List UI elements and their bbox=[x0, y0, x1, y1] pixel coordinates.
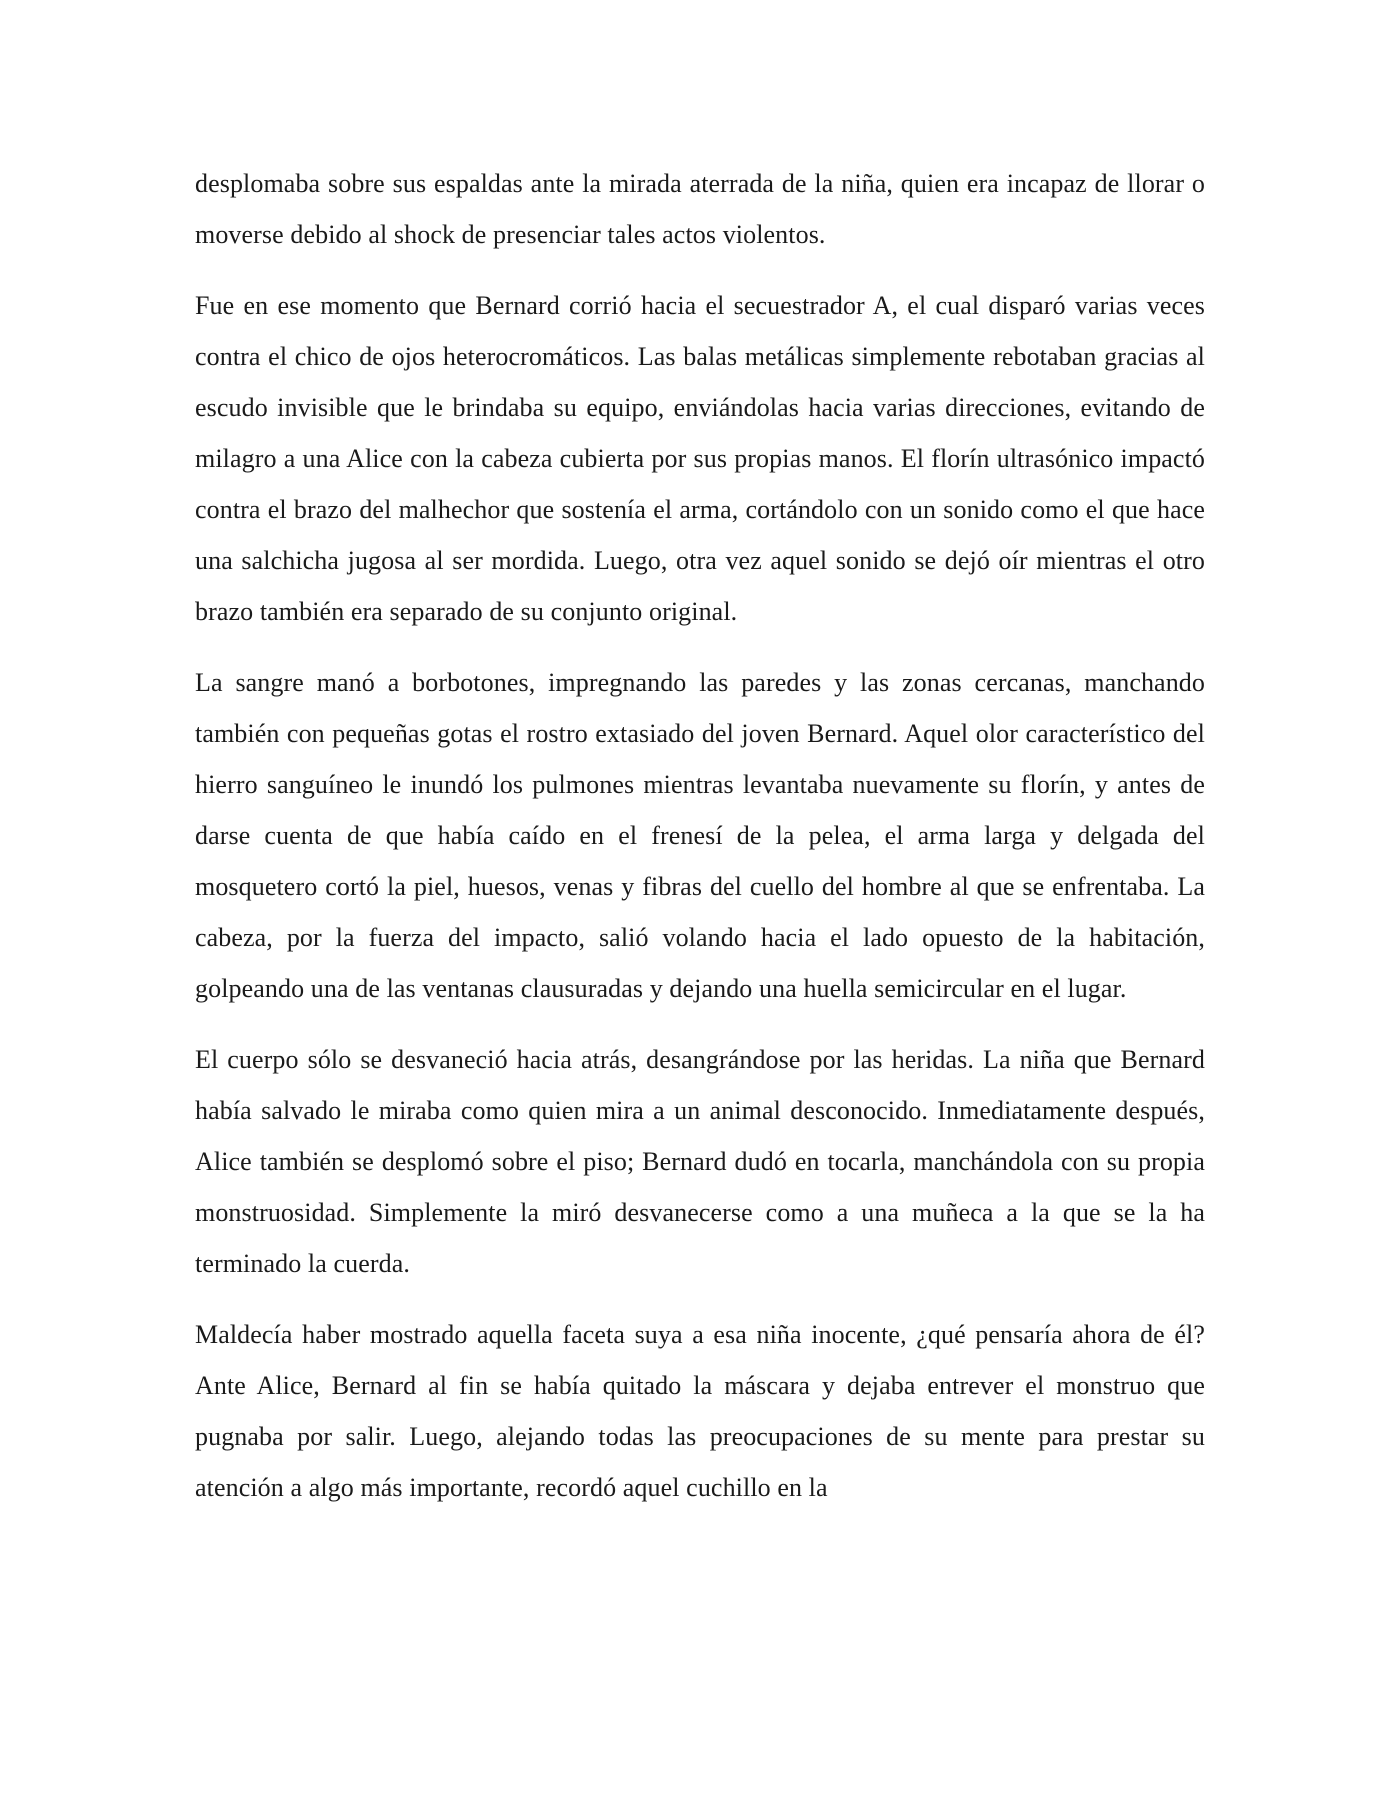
paragraph: La sangre manó a borbotones, impregnando las paredes y las zonas cercanas, manchando también con pequeñas gotas el rostro extasiado del joven Bernard. Aquel olor característico del hierro sanguíneo le inundó los pulmones mientras levantaba nuevamente su florín, y antes de darse cuenta de que había caído en el frenesí de la pelea, el arma larga y delgada del mosquetero cortó la piel, huesos, venas y fibras del cuello del hombre al que se enfrentaba. La cabeza, por la fuerza del impacto, salió volando hacia el lado opuesto de la habitación, golpeando una de las ventanas clausuradas y dejando una huella semicircular en el lugar. bbox=[195, 668, 1205, 1003]
paragraph: Maldecía haber mostrado aquella faceta suya a esa niña inocente, ¿qué pensaría ahora de él? Ante Alice, Bernard al fin se había quitado la máscara y dejaba entrever el monstruo que pugnaba por salir. Luego, alejando todas las preocupaciones de su mente para prestar su atención a algo más importante, recordó aquel cuchillo en la bbox=[195, 1320, 1205, 1502]
paragraph: El cuerpo sólo se desvaneció hacia atrás, desangrándose por las heridas. La niña que Bernard había salvado le miraba como quien mira a un animal desconocido. Inmediatamente después, Alice también se desplomó sobre el piso; Bernard dudó en tocarla, manchándola con su propia monstruosidad. Simplemente la miró desvanecerse como a una muñeca a la que se la ha terminado la cuerda. bbox=[195, 1045, 1205, 1278]
text-body bbox=[195, 158, 1205, 1533]
paragraph: Fue en ese momento que Bernard corrió hacia el secuestrador A, el cual disparó varias veces contra el chico de ojos heterocromáticos. Las balas metálicas simplemente rebotaban gracias al escudo invisible que le brindaba su equipo, enviándolas hacia varias direcciones, evitando de milagro a una Alice con la cabeza cubierta por sus propias manos. El florín ultrasónico impactó contra el brazo del malhechor que sostenía el arma, cortándolo con un sonido como el que hace una salchicha jugosa al ser mordida. Luego, otra vez aquel sonido se dejó oír mientras el otro brazo también era separado de su conjunto original. bbox=[195, 291, 1205, 626]
paragraph: desplomaba sobre sus espaldas ante la mirada aterrada de la niña, quien era incapaz de llorar o moverse debido al shock de presenciar tales actos violentos. bbox=[195, 169, 1205, 249]
